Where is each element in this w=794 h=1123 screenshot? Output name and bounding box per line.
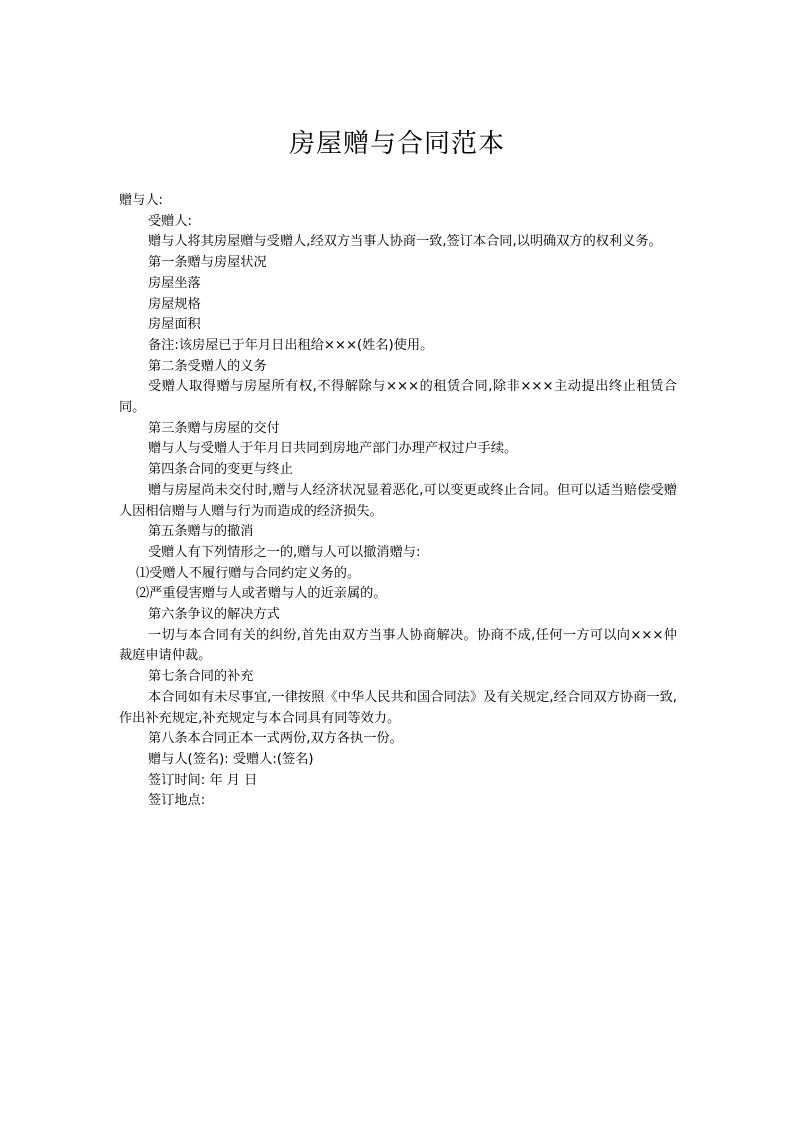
property-area-line: 房屋面积 [148,317,201,333]
document-title: 房屋赠与合同范本 [288,129,505,159]
signature-line: 赠与人(签名): 受赠人:(签名) [148,751,314,767]
article-5-item-1: ⑴受赠人不履行赠与合同约定义务的。 [136,565,361,581]
article-6-body: 一切与本合同有关的纠纷,首先由双方当事人协商解决。协商不成,任何一方可以向×××仲裁庭申请仲裁。 [119,627,677,664]
property-location-line: 房屋坐落 [148,275,201,291]
article-2-body: 受赠人取得赠与房屋所有权,不得解除与×××的租赁合同,除非×××主动提出终止租赁合同。 [119,379,677,416]
article-4-body: 赠与房屋尚未交付时,赠与人经济状况显着恶化,可以变更或终止合同。但可以适当赔偿受赠人因相信赠与人赠与行为而造成的经济损失。 [119,482,677,519]
article-7-body: 本合同如有未尽事宜,一律按照《中华人民共和国合同法》及有关规定,经合同双方协商一致,作出补充规定,补充规定与本合同具有同等效力。 [119,689,677,726]
signing-date-line: 签订时间: 年 月 日 [148,772,258,788]
signing-place-line: 签订地点: [148,793,206,809]
article-3-heading: 第三条赠与房屋的交付 [148,420,280,436]
donee-label: 受赠人: [148,213,193,229]
article-5-body: 受赠人有下列情形之一的,赠与人可以撤消赠与: [148,544,421,560]
article-7-heading: 第七条合同的补充 [148,669,254,685]
document-body [119,191,677,812]
article-4-heading: 第四条合同的变更与终止 [148,462,294,478]
remark-line: 备注:该房屋已于年月日出租给×××(姓名)使用。 [148,337,434,353]
donor-label: 赠与人: [119,193,164,208]
preamble-paragraph: 赠与人将其房屋赠与受赠人,经双方当事人协商一致,签订本合同,以明确双方的权利义务。 [148,234,662,250]
article-6-heading: 第六条争议的解决方式 [148,607,280,623]
property-spec-line: 房屋规格 [148,296,201,312]
article-1-heading: 第一条赠与房屋状况 [148,255,267,271]
article-5-heading: 第五条赠与的撤消 [148,524,254,540]
article-5-item-2: ⑵严重侵害赠与人或者赠与人的近亲属的。 [136,586,387,602]
article-3-body: 赠与人与受赠人于年月日共同到房地产部门办理产权过户手续。 [148,441,518,457]
article-8-line: 第八条本合同正本一式两份,双方各执一份。 [148,731,403,747]
article-2-heading: 第二条受赠人的义务 [148,358,267,374]
